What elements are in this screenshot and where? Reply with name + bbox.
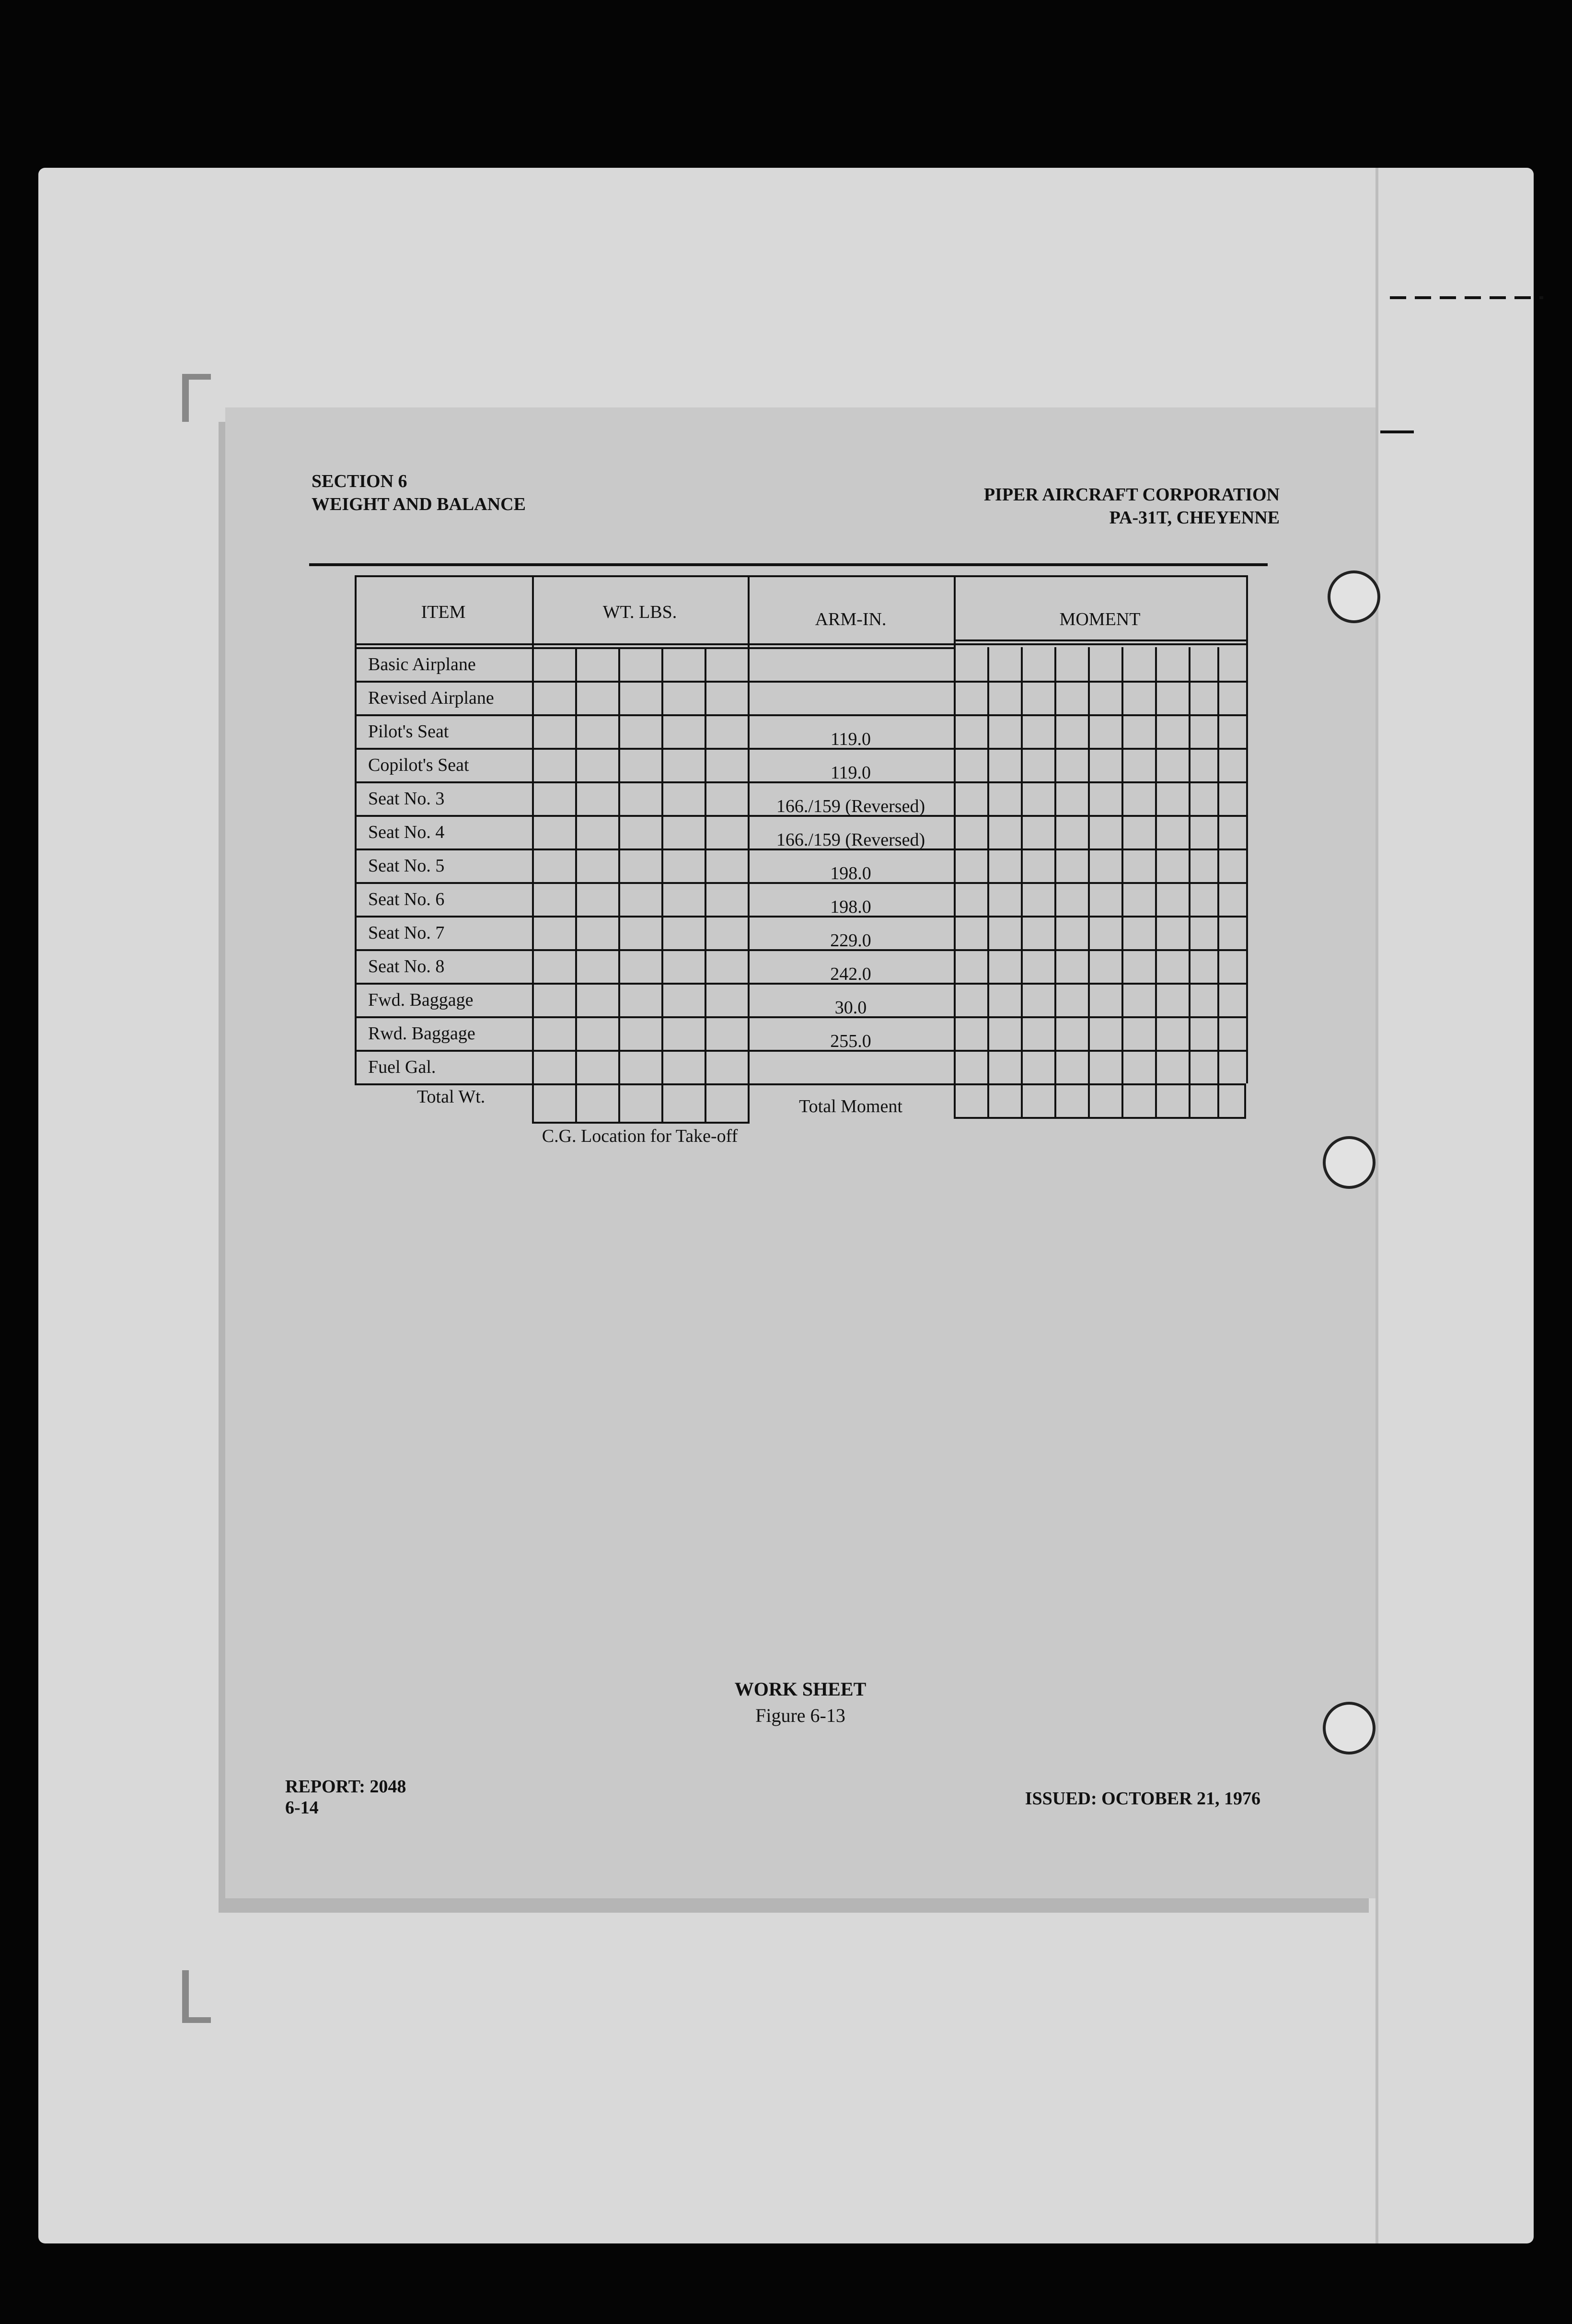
row-item-label: Rwd. Baggage bbox=[368, 1023, 475, 1044]
column-header: ITEM bbox=[421, 602, 466, 622]
row-item-label: Fuel Gal. bbox=[368, 1057, 436, 1077]
moment-subcolumn-line bbox=[1155, 647, 1157, 1083]
column-header: WT. LBS. bbox=[602, 602, 677, 622]
row-arm-value: 166./159 (Reversed) bbox=[776, 830, 925, 850]
fold-line bbox=[1376, 168, 1378, 2243]
header-section bbox=[312, 470, 526, 516]
moment-row-line bbox=[954, 681, 1246, 683]
table-column-line bbox=[355, 575, 357, 1083]
moment-subcolumn-line bbox=[1189, 647, 1191, 1083]
total-weight-box-right bbox=[748, 1083, 750, 1124]
corner-bracket-bottom-bar bbox=[182, 2017, 211, 2023]
total-moment-box-right bbox=[1244, 1083, 1246, 1119]
total-moment-subcolumn-line bbox=[1021, 1083, 1023, 1117]
row-item-label: Pilot's Seat bbox=[368, 721, 449, 742]
table-row-line bbox=[355, 681, 954, 683]
row-arm-value: 198.0 bbox=[830, 897, 871, 917]
total-moment-subcolumn-line bbox=[1088, 1083, 1090, 1117]
weight-subcolumn-line bbox=[705, 647, 706, 1122]
row-item-label: Basic Airplane bbox=[368, 654, 476, 674]
binder-hole-2 bbox=[1323, 1136, 1376, 1189]
row-arm-value: 166./159 (Reversed) bbox=[776, 796, 925, 816]
total-moment-subcolumn-line bbox=[1155, 1083, 1157, 1117]
figure-number: Figure 6-13 bbox=[755, 1705, 845, 1726]
row-item-label: Seat No. 6 bbox=[368, 889, 445, 909]
figure-title: WORK SHEET bbox=[734, 1678, 867, 1700]
moment-row-line bbox=[954, 1050, 1246, 1052]
total-moment-box-bottom bbox=[954, 1117, 1246, 1119]
moment-subcolumn-line bbox=[1217, 647, 1219, 1083]
moment-row-line bbox=[954, 748, 1246, 750]
table-column-line bbox=[1246, 575, 1248, 1083]
moment-row-line bbox=[954, 781, 1246, 783]
issued-date: ISSUED: OCTOBER 21, 1976 bbox=[1025, 1789, 1260, 1809]
arrow-margin-mark bbox=[1380, 430, 1414, 433]
moment-row-line bbox=[954, 815, 1246, 817]
table-column-line bbox=[954, 575, 956, 1083]
row-arm-value: 119.0 bbox=[830, 729, 871, 749]
document-page bbox=[225, 407, 1376, 1898]
table-header-border bbox=[355, 643, 1246, 645]
table-column-line bbox=[532, 575, 534, 1083]
row-arm-value: 242.0 bbox=[830, 964, 871, 984]
company-name: PIPER AIRCRAFT CORPORATION bbox=[983, 485, 1280, 505]
section-topic: WEIGHT AND BALANCE bbox=[312, 494, 526, 514]
row-arm-value: 255.0 bbox=[830, 1031, 871, 1051]
table-row-line bbox=[355, 714, 954, 716]
moment-row-line bbox=[954, 983, 1246, 985]
header-rule bbox=[309, 563, 1268, 566]
header-company bbox=[984, 483, 1280, 529]
table-column-line bbox=[748, 575, 750, 1083]
moment-row-line bbox=[954, 916, 1246, 918]
row-arm-value: 119.0 bbox=[830, 763, 871, 783]
moment-row-line bbox=[954, 1083, 1246, 1085]
table-top-border bbox=[355, 575, 1246, 577]
weight-subcolumn-line bbox=[618, 647, 620, 1122]
row-item-label: Fwd. Baggage bbox=[368, 990, 474, 1010]
total-moment-subcolumn-line bbox=[1217, 1083, 1219, 1117]
weight-subcolumn-line bbox=[661, 647, 663, 1122]
moment-subcolumn-line bbox=[1021, 647, 1023, 1083]
total-weight-box-bottom bbox=[532, 1122, 748, 1124]
moment-subcolumn-line bbox=[1121, 647, 1123, 1083]
row-item-label: Seat No. 8 bbox=[368, 956, 445, 976]
total-weight-label: Total Wt. bbox=[417, 1087, 485, 1107]
total-moment-subcolumn-line bbox=[987, 1083, 989, 1117]
moment-row-line bbox=[954, 1016, 1246, 1018]
table-row-line bbox=[355, 1083, 954, 1085]
row-arm-value: 229.0 bbox=[830, 930, 871, 951]
corner-bracket-top bbox=[182, 374, 189, 422]
total-moment-subcolumn-line bbox=[1054, 1083, 1056, 1117]
row-item-label: Seat No. 4 bbox=[368, 822, 445, 842]
aircraft-model: PA-31T, CHEYENNE bbox=[1109, 508, 1280, 528]
table-header-border-2 bbox=[954, 639, 1246, 641]
weight-subcolumn-line bbox=[575, 647, 577, 1122]
row-item-label: Seat No. 3 bbox=[368, 789, 445, 809]
moment-subcolumn-line bbox=[1088, 647, 1090, 1083]
moment-row-line bbox=[954, 714, 1246, 716]
work-sheet-table bbox=[355, 575, 1246, 1150]
report-number: REPORT: 2048 bbox=[285, 1777, 406, 1797]
corner-bracket-top-bar bbox=[182, 374, 211, 380]
moment-row-line bbox=[954, 949, 1246, 951]
moment-row-line bbox=[954, 848, 1246, 850]
cg-location-label: C.G. Location for Take-off bbox=[542, 1126, 738, 1146]
row-arm-value: 198.0 bbox=[830, 863, 871, 883]
corner-bracket-bottom bbox=[182, 1970, 189, 2023]
column-header: MOMENT bbox=[1059, 609, 1141, 629]
footer-report bbox=[285, 1776, 406, 1818]
moment-subcolumn-line bbox=[1054, 647, 1056, 1083]
table-row-line bbox=[355, 647, 954, 649]
row-item-label: Seat No. 5 bbox=[368, 856, 445, 876]
total-moment-box-left bbox=[954, 1083, 956, 1119]
total-moment-label: Total Moment bbox=[799, 1096, 902, 1116]
binder-hole-1 bbox=[1328, 570, 1380, 623]
column-header: ARM-IN. bbox=[815, 609, 887, 629]
moment-row-line bbox=[954, 882, 1246, 884]
row-item-label: Copilot's Seat bbox=[368, 755, 469, 775]
total-moment-subcolumn-line bbox=[1189, 1083, 1191, 1117]
row-item-label: Seat No. 7 bbox=[368, 923, 445, 943]
dashed-margin-mark bbox=[1390, 296, 1543, 299]
section-number: SECTION 6 bbox=[312, 471, 407, 491]
row-arm-value: 30.0 bbox=[834, 998, 867, 1018]
page-number: 6-14 bbox=[285, 1798, 319, 1818]
total-weight-box-left bbox=[532, 1083, 534, 1124]
total-moment-subcolumn-line bbox=[1121, 1083, 1123, 1117]
moment-subcolumn-line bbox=[987, 647, 989, 1083]
row-item-label: Revised Airplane bbox=[368, 688, 494, 708]
